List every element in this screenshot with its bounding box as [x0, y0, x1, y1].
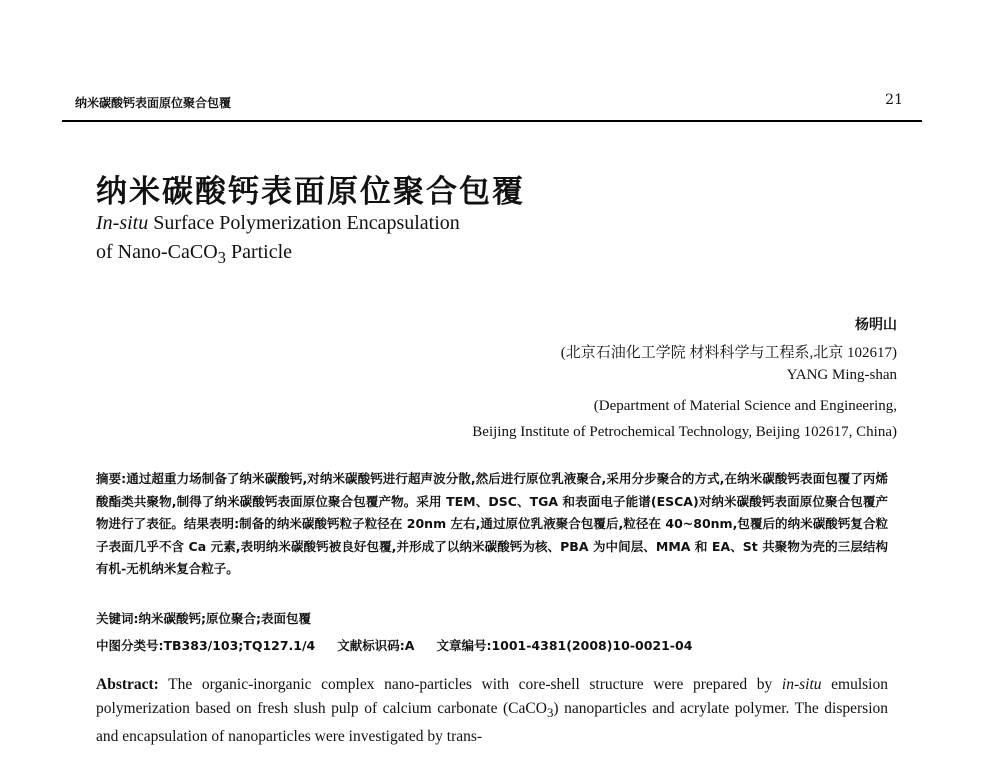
article-no-label: 文章编号: — [436, 638, 492, 653]
affiliation-cn: (北京石油化工学院 材料科学与工程系,北京 102617) — [560, 345, 897, 361]
abstract-cn-label: 摘要: — [96, 471, 127, 486]
article-no-value: 1001-4381(2008)10-0021-04 — [491, 638, 693, 653]
clc-label: 中图分类号: — [96, 638, 164, 653]
keywords-cn — [96, 608, 888, 631]
title-en-line-2-pre: of Nano-CaCO — [96, 241, 218, 263]
abstract-en-part-2: emulsion polymerization based on fresh slush pulp of calcium carbonate (CaCO — [96, 676, 888, 717]
title-en-line-2 — [96, 238, 460, 272]
abstract-en-part-1: The organic-inorganic complex nano-particles with core-shell structure were prepared by — [158, 676, 782, 693]
abstract-cn — [96, 468, 888, 581]
running-title: 纳米碳酸钙表面原位聚合包覆 — [75, 96, 232, 110]
title-en-line-1 — [96, 209, 460, 238]
title-cn: 纳米碳酸钙表面原位聚合包覆 — [96, 174, 525, 210]
abstract-en-part-3: ) nanoparticles and acrylate polymer. The dispersion and encapsulation of nanoparticles were investigated by trans- — [96, 700, 888, 746]
affiliation-en-line-1: (Department of Material Science and Engineering, — [593, 398, 897, 414]
doc-code-value: A — [404, 638, 415, 653]
abstract-en-italic: in-situ — [781, 676, 822, 693]
affiliation-en-line-2: Beijing Institute of Petrochemical Technology, Beijing 102617, China) — [472, 424, 897, 440]
abstract-en-subscript: 3 — [546, 705, 554, 721]
doc-code-label: 文献标识码: — [337, 638, 405, 653]
title-en-subscript: 3 — [217, 248, 226, 267]
abstract-en — [96, 673, 888, 749]
abstract-en-label: Abstract: — [96, 676, 159, 693]
title-en-line-2-post: Particle — [225, 241, 293, 263]
clc-value: TB383/103;TQ127.1/4 — [163, 638, 316, 653]
page-number: 21 — [885, 92, 903, 108]
keywords-label: 关键词: — [96, 611, 139, 626]
title-en — [96, 209, 460, 272]
header-rule — [62, 120, 922, 122]
author-name-en: YANG Ming-shan — [786, 367, 897, 383]
title-en-italic: In-situ — [96, 212, 149, 234]
title-en-line-1-rest: Surface Polymerization Encapsulation — [148, 212, 460, 234]
abstract-cn-text: 通过超重力场制备了纳米碳酸钙,对纳米碳酸钙进行超声波分散,然后进行原位乳液聚合,采用分步聚合的方式,在纳米碳酸钙表面包覆了丙烯酸酯类共聚物,制得了纳米碳酸钙表面原位聚合包覆产物。采用 TEM、DSC、TGA 和表面电子能谱(ESCA)对纳米碳酸钙表面原位聚合包覆产物进行了表征。结果表明:制备的纳米碳酸钙粒子粒径在 20nm 左右,通过原位乳液聚合包覆后,粒径在 40~80nm,包覆后的纳米碳酸钙复合粒子表面几乎不含 Ca 元素,表明纳米碳酸钙被良好包覆,并形成了以纳米碳酸钙为核、PBA 为中间层、MMA 和 EA、St 共聚物为壳的三层结构有机-无机纳米复合粒子。 — [96, 471, 888, 576]
classification-line — [96, 635, 888, 658]
author-name-cn: 杨明山 — [855, 317, 897, 333]
keywords-text: 纳米碳酸钙;原位聚合;表面包覆 — [138, 611, 311, 626]
